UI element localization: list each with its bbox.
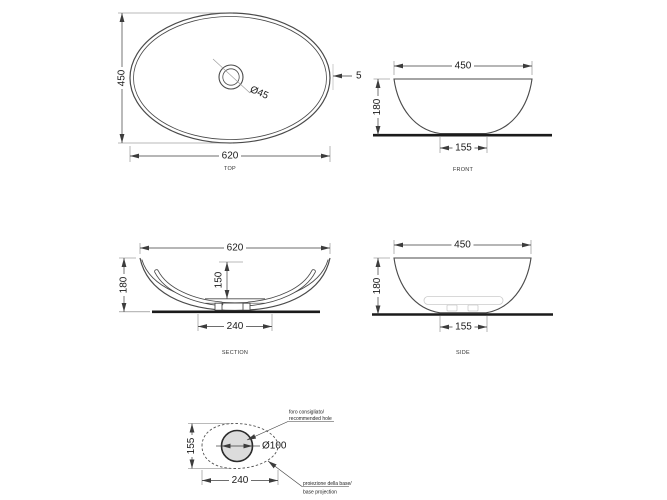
front-height-dimension bbox=[372, 79, 390, 135]
drain-boss-left bbox=[215, 303, 222, 310]
section-depth-label: 150 bbox=[213, 271, 225, 289]
hole-note-line1: foro consigliato/ bbox=[289, 409, 325, 416]
top-view-label: TOP bbox=[223, 166, 237, 172]
side-width-label: 450 bbox=[454, 239, 471, 251]
section-view-label: SECTION bbox=[221, 350, 249, 356]
base-width-label: 240 bbox=[231, 475, 249, 486]
side-height-dimension bbox=[372, 258, 390, 315]
side-base-dimension bbox=[440, 316, 487, 333]
front-base-label: 155 bbox=[455, 142, 472, 154]
top-height-dimension bbox=[117, 13, 234, 143]
basin-outer-rim bbox=[130, 13, 330, 143]
section-base-label: 240 bbox=[226, 321, 244, 332]
side-base-label: 155 bbox=[455, 321, 472, 333]
base-width-dimension bbox=[202, 470, 278, 486]
side-view bbox=[372, 240, 553, 357]
leader-line bbox=[247, 422, 288, 441]
drain-hole bbox=[223, 69, 239, 85]
section-depth-dimension bbox=[214, 262, 244, 299]
front-width-label: 450 bbox=[454, 60, 472, 72]
front-view bbox=[372, 61, 552, 174]
base-projection-callout bbox=[268, 461, 352, 496]
drain-diameter-dim bbox=[248, 84, 270, 102]
hidden-boss-right bbox=[468, 305, 478, 311]
leader-line bbox=[268, 461, 302, 487]
basin-front-profile bbox=[394, 79, 532, 134]
hole-note-line2: recommended hole bbox=[289, 416, 332, 422]
basin-inner-rim bbox=[134, 17, 327, 140]
base-note-line1: proiezione della base/ bbox=[303, 481, 352, 487]
hole-diameter-label: Ø100 bbox=[262, 440, 287, 452]
rim-thickness-dimension bbox=[333, 64, 362, 90]
front-width-dimension bbox=[394, 61, 532, 76]
section-height-label: 180 bbox=[118, 276, 130, 294]
base-note-line2: base projection bbox=[303, 489, 337, 496]
side-view-label: SIDE bbox=[456, 350, 470, 356]
top-width-label: 620 bbox=[221, 150, 239, 162]
section-view bbox=[119, 243, 331, 357]
section-width-label: 620 bbox=[226, 242, 244, 254]
base-height-label: 155 bbox=[186, 437, 197, 455]
rim-thickness-label: 5 bbox=[356, 70, 362, 82]
hidden-boss-left bbox=[447, 305, 457, 311]
side-width-dimension bbox=[394, 240, 531, 255]
section-base-dimension bbox=[198, 314, 272, 332]
side-height-label: 180 bbox=[372, 277, 383, 295]
recommended-hole-callout bbox=[247, 410, 334, 441]
front-view-label: FRONT bbox=[452, 167, 474, 173]
front-height-label: 180 bbox=[372, 98, 383, 116]
front-base-dimension bbox=[440, 137, 487, 154]
drain-boss-right bbox=[243, 303, 250, 310]
base-projection-view bbox=[186, 410, 352, 496]
drain-diameter-label: Ø45 bbox=[248, 84, 270, 102]
top-view bbox=[117, 13, 363, 172]
section-height-dimension bbox=[119, 258, 151, 312]
hidden-cavity-outline bbox=[424, 297, 503, 305]
top-height-label: 450 bbox=[116, 69, 128, 87]
section-width-dimension bbox=[140, 243, 330, 255]
top-width-dimension bbox=[130, 146, 330, 162]
